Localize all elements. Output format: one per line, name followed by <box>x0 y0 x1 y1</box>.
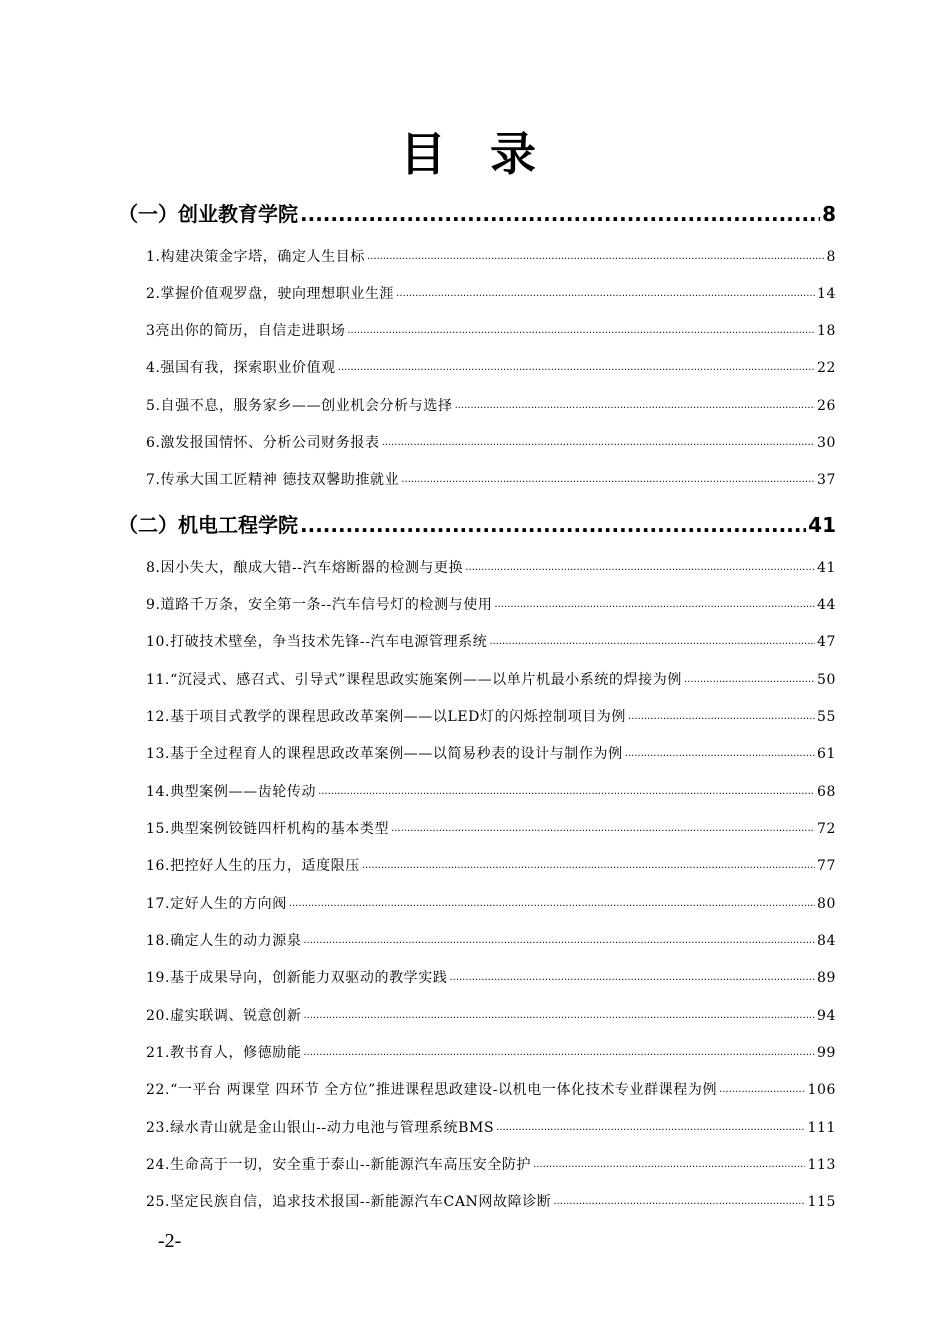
toc-entry-page: 94 <box>816 1008 836 1024</box>
toc-entry-label: 14.典型案例——齿轮传动 <box>146 784 317 800</box>
toc-entry[interactable] <box>146 743 836 765</box>
dot-leader <box>553 1191 805 1213</box>
toc-entry-label: 12.基于项目式教学的课程思政改革案例——以LED灯的闪烁控制项目为例 <box>146 709 627 725</box>
dot-leader <box>401 469 815 491</box>
toc-entry-page: 61 <box>816 746 836 762</box>
dot-leader <box>628 706 815 728</box>
toc-entry-label: 25.坚定民族自信，追求技术报国--新能源汽车CAN网故障诊断 <box>146 1194 552 1210</box>
toc-entry[interactable] <box>146 893 836 915</box>
toc-entry[interactable] <box>146 818 836 840</box>
dot-leader <box>338 357 815 379</box>
toc-entry-page: 55 <box>816 709 836 725</box>
toc-entry[interactable] <box>146 283 836 305</box>
toc-entry-label: 1.构建决策金字塔，确定人生目标 <box>146 249 365 265</box>
dot-leader <box>289 893 815 915</box>
toc-entry-page: 18 <box>816 323 836 339</box>
toc-section-2[interactable] <box>118 511 836 539</box>
dot-leader <box>318 781 815 803</box>
toc-entry-page: 41 <box>816 560 836 576</box>
toc-entry-label: 16.把控好人生的压力，适度限压 <box>146 858 360 874</box>
toc-entry-page: 14 <box>816 286 836 302</box>
toc-entry-label: 24.生命高于一切，安全重于泰山--新能源汽车高压安全防护 <box>146 1157 532 1173</box>
dot-leader <box>684 669 815 691</box>
toc-entry[interactable] <box>146 357 836 379</box>
toc-section-page: 41 <box>808 513 836 537</box>
toc-entry[interactable] <box>146 1154 836 1176</box>
toc-entry[interactable] <box>146 669 836 691</box>
toc-section-page: 8 <box>822 202 836 226</box>
page-number: -2- <box>158 1230 182 1252</box>
toc-entry[interactable] <box>146 781 836 803</box>
toc-section-label: （二）机电工程学院 <box>118 513 298 537</box>
dot-leader <box>496 1117 805 1139</box>
toc-entry-label: 17.定好人生的方向阀 <box>146 896 287 912</box>
toc-entry-label: 11.“沉浸式、感召式、引导式”课程思政实施案例——以单片机最小系统的焊接为例 <box>146 672 682 688</box>
toc-entry-label: 22.“一平台 两课堂 四环节 全方位”推进课程思政建设-以机电一体化技术专业群课程为例 <box>146 1082 718 1098</box>
toc-entry-label: 10.打破技术壁垒，争当技术先锋--汽车电源管理系统 <box>146 634 488 650</box>
toc-entry-label: 15.典型案例铰链四杆机构的基本类型 <box>146 821 390 837</box>
dot-leader <box>303 930 815 952</box>
toc-entry-page: 26 <box>816 398 836 414</box>
toc-entry-page: 77 <box>816 858 836 874</box>
toc-entry-page: 47 <box>816 634 836 650</box>
toc-entry-label: 8.因小失大，酿成大错--汽车熔断器的检测与更换 <box>146 560 464 576</box>
toc-entry-label: 4.强国有我，探索职业价值观 <box>146 360 336 376</box>
toc-entry-label: 23.绿水青山就是金山银山--动力电池与管理系统BMS <box>146 1120 495 1136</box>
toc-entry-label: 13.基于全过程育人的课程思政改革案例——以简易秒表的设计与制作为例 <box>146 746 623 762</box>
toc-entry-page: 111 <box>807 1120 836 1136</box>
toc-section-label: （一）创业教育学院 <box>118 202 298 226</box>
toc-entry[interactable] <box>146 1079 836 1101</box>
dot-leader <box>300 511 806 539</box>
toc-entry-label: 21.教书育人，修德励能 <box>146 1045 302 1061</box>
dot-leader <box>382 432 815 454</box>
toc-entry-label: 5.自强不息，服务家乡——创业机会分析与选择 <box>146 398 453 414</box>
toc-entry[interactable] <box>146 469 836 491</box>
dot-leader <box>449 967 815 989</box>
dot-leader <box>455 395 815 417</box>
toc-entry[interactable] <box>146 631 836 653</box>
dot-leader <box>303 1042 815 1064</box>
toc-entry[interactable] <box>146 1005 836 1027</box>
toc-entry-label: 20.虚实联调、锐意创新 <box>146 1008 302 1024</box>
toc-entry-page: 22 <box>816 360 836 376</box>
toc-entry[interactable] <box>146 930 836 952</box>
toc-title: 目 录 <box>399 127 550 181</box>
toc-entry-label: 6.激发报国情怀、分析公司财务报表 <box>146 435 380 451</box>
toc-entry-page: 50 <box>816 672 836 688</box>
toc-entry-label: 7.传承大国工匠精神 德技双馨助推就业 <box>146 472 400 488</box>
toc-entry[interactable] <box>146 432 836 454</box>
toc-entry-page: 8 <box>826 249 836 265</box>
dot-leader <box>362 855 815 877</box>
dot-leader <box>533 1154 805 1176</box>
toc-entry[interactable] <box>146 395 836 417</box>
dot-leader <box>494 594 815 616</box>
toc-entry-page: 113 <box>807 1157 836 1173</box>
toc-entry-page: 84 <box>816 933 836 949</box>
toc-entry-page: 115 <box>807 1194 836 1210</box>
toc-entry[interactable] <box>146 967 836 989</box>
toc-entry[interactable] <box>146 706 836 728</box>
dot-leader <box>367 246 825 268</box>
toc-entry[interactable] <box>146 320 836 342</box>
toc-entry-page: 80 <box>816 896 836 912</box>
dot-leader <box>489 631 815 653</box>
toc-entry-label: 19.基于成果导向，创新能力双驱动的教学实践 <box>146 970 448 986</box>
dot-leader <box>465 557 815 579</box>
dot-leader <box>347 320 815 342</box>
toc-entry[interactable] <box>146 1117 836 1139</box>
toc-entry[interactable] <box>146 1042 836 1064</box>
toc-entry[interactable] <box>146 855 836 877</box>
toc-entry-page: 37 <box>816 472 836 488</box>
toc-entry-page: 44 <box>816 597 836 613</box>
toc-entry[interactable] <box>146 246 836 268</box>
dot-leader <box>719 1079 805 1101</box>
toc-entry-label: 9.道路千万条，安全第一条--汽车信号灯的检测与使用 <box>146 597 493 613</box>
dot-leader <box>303 1005 815 1027</box>
toc-entry-label: 18.确定人生的动力源泉 <box>146 933 302 949</box>
dot-leader <box>625 743 815 765</box>
toc-entry-label: 2.掌握价值观罗盘，驶向理想职业生涯 <box>146 286 395 302</box>
toc-entry[interactable] <box>146 594 836 616</box>
toc-entry-page: 89 <box>816 970 836 986</box>
toc-entry-page: 68 <box>816 784 836 800</box>
toc-entry-page: 99 <box>816 1045 836 1061</box>
dot-leader <box>391 818 815 840</box>
toc-entry-page: 72 <box>816 821 836 837</box>
dot-leader <box>300 200 820 228</box>
toc-section-1[interactable] <box>118 200 836 228</box>
toc-entry-page: 106 <box>807 1082 836 1098</box>
dot-leader <box>396 283 815 305</box>
toc-entry[interactable] <box>146 557 836 579</box>
toc-entry[interactable] <box>146 1191 836 1213</box>
toc-entry-label: 3亮出你的简历，自信走进职场 <box>146 323 346 339</box>
toc-entry-page: 30 <box>816 435 836 451</box>
